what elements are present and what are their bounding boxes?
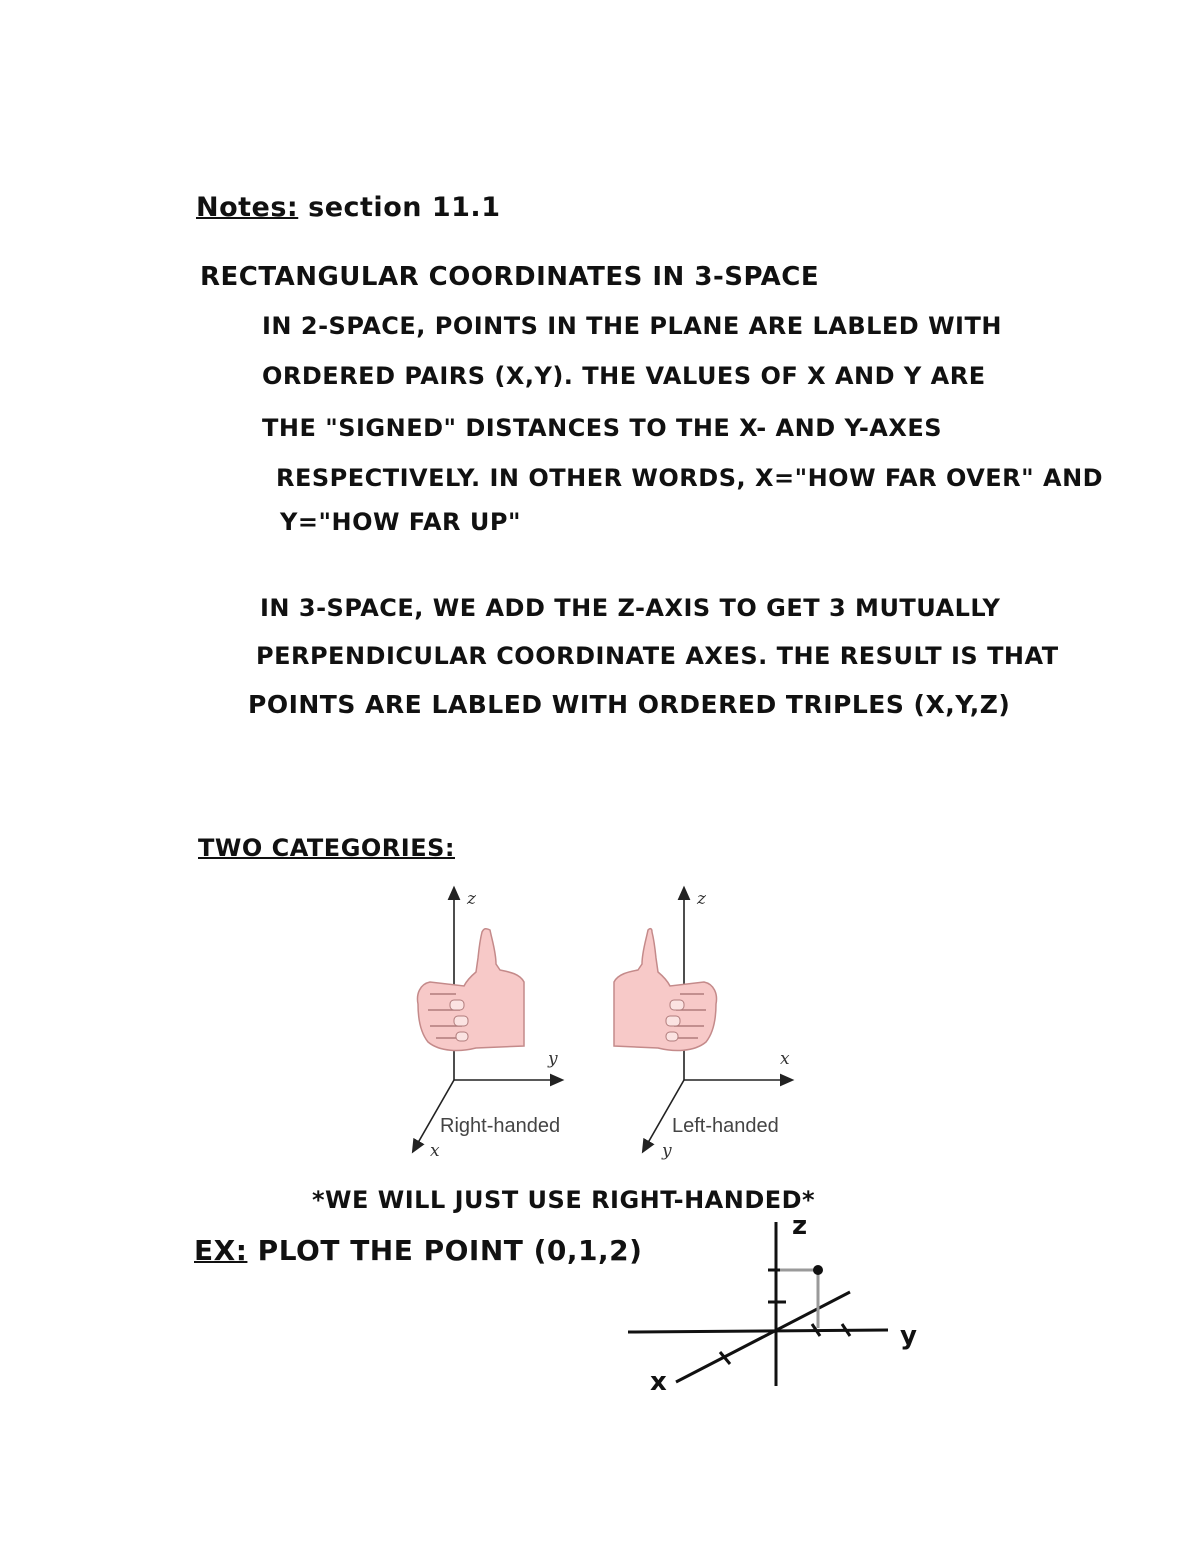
categories-heading: TWO CATEGORIES: [198,834,455,862]
z-axis-label: z [792,1211,808,1241]
right-handed-figure [400,882,600,1162]
example-line [194,1234,642,1267]
point-plot [620,1210,940,1410]
text-line: PERPENDICULAR COORDINATE AXES. THE RESULT IS THAT [256,642,1059,670]
left-handed-figure [610,882,810,1162]
topic-heading: RECTANGULAR COORDINATES IN 3-SPACE [200,262,820,292]
y-axis-line [628,1330,888,1332]
text-line: POINTS ARE LABLED WITH ORDERED TRIPLES (X,Y,Z) [248,690,1011,719]
notes-label: Notes: [196,192,299,223]
y-axis-label: y [548,1049,558,1069]
text-line: Y="HOW FAR UP" [280,508,521,536]
z-axis-label: z [697,889,706,909]
y-axis-label: y [900,1321,917,1351]
hand-icon [614,929,717,1051]
text-line: RESPECTIVELY. IN OTHER WORDS, X="HOW FAR OVER" AND [276,464,1104,492]
text-line: IN 2-SPACE, POINTS IN THE PLANE ARE LABLED WITH [262,312,1002,340]
x-axis-label: x [780,1049,790,1069]
x-axis-line [415,1080,454,1148]
x-axis-label: x [650,1367,667,1397]
caption-left-handed: Left-handed [672,1115,779,1137]
text-line: IN 3-SPACE, WE ADD THE Z-AXIS TO GET 3 MUTUALLY [260,594,1001,622]
plotted-point [813,1265,823,1275]
z-axis-label: z [467,889,476,909]
caption-right-handed: Right-handed [440,1115,561,1137]
y-axis-label: y [662,1141,672,1161]
example-label: EX: [194,1234,248,1267]
text-line: THE "SIGNED" DISTANCES TO THE X- AND Y-AXES [262,414,943,442]
section-number: section 11.1 [308,192,501,223]
hand-icon [418,929,525,1051]
x-axis-line [676,1292,850,1382]
text-line: ORDERED PAIRS (X,Y). THE VALUES OF X AND Y ARE [262,362,986,390]
y-axis-line [645,1080,684,1148]
page-title [196,192,500,223]
right-handed-note: *WE WILL JUST USE RIGHT-HANDED* [312,1186,816,1214]
example-text: PLOT THE POINT (0,1,2) [257,1234,643,1267]
x-axis-label: x [430,1141,440,1161]
